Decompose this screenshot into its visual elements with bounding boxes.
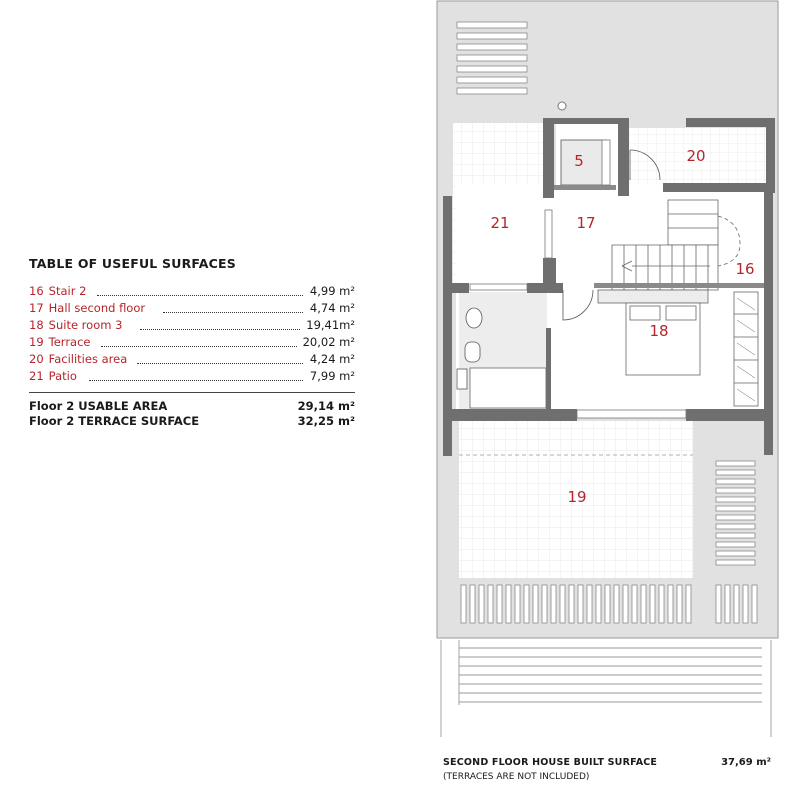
room-area: 19,41m²	[306, 318, 355, 332]
room-area: 4,24 m²	[309, 352, 355, 366]
room-number: 20	[29, 352, 44, 366]
room-label-5: 5	[574, 152, 584, 170]
toilet-icon	[465, 342, 480, 362]
room-name: Facilities area	[48, 352, 128, 366]
room-number: 21	[29, 369, 44, 383]
table-title: TABLE OF USEFUL SURFACES	[29, 256, 236, 271]
room-name: Suite room 3	[48, 318, 123, 332]
room-area: 7,99 m²	[309, 369, 355, 383]
room-5-floor	[561, 140, 607, 185]
built-surface-title: SECOND FLOOR HOUSE BUILT SURFACE	[443, 757, 658, 768]
built-surface-note: (TERRACES ARE NOT INCLUDED)	[443, 772, 590, 782]
washbasin-icon	[466, 308, 482, 328]
room-area: 4,74 m²	[309, 301, 355, 315]
room-label-19: 19	[567, 488, 587, 506]
room-number: 17	[29, 301, 44, 315]
room-name: Patio	[48, 369, 77, 383]
room-area: 4,99 m²	[309, 284, 355, 298]
room-name: Hall second floor	[48, 301, 146, 315]
cabinet-icon	[457, 369, 467, 389]
wardrobe-icon	[734, 292, 758, 406]
room-label-21: 21	[490, 214, 510, 232]
usable-area-value: 29,14 m²	[297, 399, 355, 413]
pergola-slats	[441, 640, 771, 737]
room-name: Terrace	[48, 335, 91, 349]
terrace-surface-value: 32,25 m²	[297, 414, 355, 428]
room-label-17: 17	[576, 214, 596, 232]
roof-vent-grille	[457, 22, 527, 94]
room-number: 16	[29, 284, 44, 298]
room-number: 18	[29, 318, 44, 332]
drain-icon	[558, 102, 566, 110]
room-name: Stair 2	[48, 284, 87, 298]
built-surface-value: 37,69 m²	[721, 757, 771, 768]
room-number: 19	[29, 335, 44, 349]
usable-area-label: Floor 2 USABLE AREA	[29, 399, 168, 413]
shower-tray	[470, 368, 546, 408]
room-label-18: 18	[649, 322, 669, 340]
room-area: 20,02 m²	[302, 335, 355, 349]
terrace-surface-label: Floor 2 TERRACE SURFACE	[29, 414, 200, 428]
room-label-20: 20	[686, 147, 706, 165]
room-label-16: 16	[735, 260, 755, 278]
